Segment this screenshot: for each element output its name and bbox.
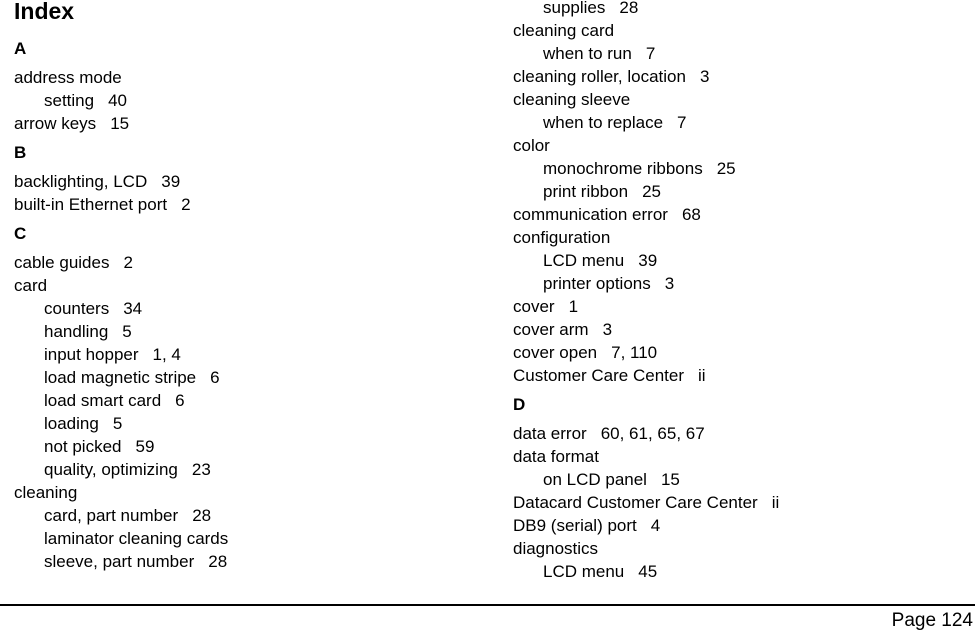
index-page-refs: 1, 4: [152, 345, 181, 364]
index-subentry: [14, 435, 484, 458]
index-page-refs: 23: [191, 460, 211, 479]
index-page-refs: 15: [110, 114, 130, 133]
index-subentry: [14, 366, 484, 389]
index-term: card, part number: [44, 506, 179, 525]
index-subentry: [513, 0, 973, 19]
index-page-refs: 5: [122, 322, 132, 341]
index-term: LCD menu: [543, 562, 625, 581]
index-page-refs: 40: [108, 91, 128, 110]
index-page-refs: 3: [664, 274, 675, 293]
index-page-refs: 39: [638, 251, 658, 270]
index-page-refs: 5: [112, 414, 123, 433]
index-term: handling: [44, 322, 109, 341]
index-page-refs: 28: [619, 0, 639, 17]
index-page-refs: 28: [208, 552, 228, 571]
index-term: loading: [44, 414, 99, 433]
index-page-refs: 15: [660, 470, 680, 489]
index-term: print ribbon: [543, 182, 629, 201]
index-column-right: [513, 0, 973, 583]
index-term: when to replace: [543, 113, 664, 132]
index-entry: [513, 491, 973, 514]
index-term: communication error: [513, 205, 668, 224]
index-page-refs: 59: [135, 437, 155, 456]
index-page-refs: 3: [699, 67, 710, 86]
index-entry: [513, 422, 973, 445]
index-subentry: [513, 249, 973, 272]
index-term: backlighting, LCD: [14, 172, 148, 191]
index-term: quality, optimizing: [44, 460, 178, 479]
index-page-refs: 34: [123, 299, 143, 318]
index-subentry: [14, 320, 484, 343]
index-page-refs: 6: [175, 391, 185, 410]
index-subentry: [14, 412, 484, 435]
index-letter-heading: A: [14, 39, 27, 58]
index-term: Datacard Customer Care Center: [513, 493, 758, 512]
index-page-refs: 60, 61, 65, 67: [600, 424, 705, 443]
index-entry: [513, 203, 973, 226]
index-entry: [14, 170, 484, 193]
index-page-refs: 3: [602, 320, 613, 339]
index-term: cleaning roller, location: [513, 67, 686, 86]
index-page-refs: 1: [568, 297, 579, 316]
index-term: counters: [44, 299, 110, 318]
index-term: supplies: [543, 0, 606, 17]
index-term: cable guides: [14, 253, 110, 272]
index-page-refs: ii: [771, 493, 780, 512]
index-term: data format: [513, 447, 599, 466]
index-term: diagnostics: [513, 539, 599, 558]
index-entry: [14, 193, 484, 216]
index-page-refs: 7: [677, 113, 687, 132]
index-letter-heading: B: [14, 143, 27, 162]
index-page-refs: 7, 110: [611, 343, 658, 362]
index-page-refs: 2: [123, 253, 133, 272]
index-letter-heading: D: [513, 395, 526, 414]
index-entry: [513, 445, 973, 468]
index-subentry: [14, 343, 484, 366]
index-term: built-in Ethernet port: [14, 195, 168, 214]
index-term: cleaning card: [513, 21, 615, 40]
index-letter-heading: C: [14, 224, 27, 243]
footer-rule: [0, 604, 975, 606]
index-entry: [14, 481, 484, 504]
index-term: setting: [44, 91, 95, 110]
page-number: Page 124: [891, 610, 973, 631]
index-page-refs: 68: [681, 205, 701, 224]
index-term: cleaning sleeve: [513, 90, 631, 109]
index-title: Index: [14, 0, 75, 24]
index-page-refs: 25: [716, 159, 736, 178]
index-term: not picked: [44, 437, 122, 456]
index-term: data error: [513, 424, 587, 443]
index-entry: [513, 65, 973, 88]
index-term: load magnetic stripe: [44, 368, 197, 387]
index-page-refs: 25: [642, 182, 661, 201]
index-page-refs: 28: [192, 506, 212, 525]
index-subentry: [513, 42, 973, 65]
index-term: address mode: [14, 68, 122, 87]
index-subentry: [513, 560, 973, 583]
index-subentry: [14, 550, 484, 573]
index-entry: [14, 66, 484, 89]
index-term: LCD menu: [543, 251, 625, 270]
index-term: DB9 (serial) port: [513, 516, 637, 535]
index-subentry: [14, 89, 484, 112]
index-term: laminator cleaning cards: [44, 529, 229, 548]
index-subentry: [14, 389, 484, 412]
index-entry: [513, 134, 973, 157]
index-entry: [513, 19, 973, 42]
index-term: cleaning: [14, 483, 78, 502]
index-entry: [513, 226, 973, 249]
index-entry: [513, 318, 973, 341]
index-subentry: [14, 527, 484, 550]
index-subentry: [513, 111, 973, 134]
index-term: arrow keys: [14, 114, 97, 133]
index-entry: [513, 364, 973, 387]
index-term: cover open: [513, 343, 598, 362]
index-term: configuration: [513, 228, 611, 247]
index-term: sleeve, part number: [44, 552, 195, 571]
index-term: when to run: [543, 44, 632, 63]
index-entry: [513, 88, 973, 111]
index-page-refs: 6: [210, 368, 220, 387]
index-entry: [14, 251, 484, 274]
index-term: load smart card: [44, 391, 162, 410]
index-subentry: [513, 468, 973, 491]
index-page-refs: ii: [698, 366, 706, 385]
index-column-left: [14, 0, 484, 573]
index-entry: [513, 341, 973, 364]
index-entry: [14, 274, 484, 297]
index-page-refs: 4: [650, 516, 661, 535]
index-term: cover arm: [513, 320, 589, 339]
index-entry: [513, 537, 973, 560]
index-entry: [14, 112, 484, 135]
index-page-refs: 7: [645, 44, 656, 63]
index-page-refs: 39: [161, 172, 181, 191]
index-term: card: [14, 276, 48, 295]
index-subentry: [14, 297, 484, 320]
index-term: input hopper: [44, 345, 139, 364]
index-term: on LCD panel: [543, 470, 647, 489]
index-term: cover: [513, 297, 555, 316]
index-term: printer options: [543, 274, 651, 293]
index-subentry: [513, 272, 973, 295]
index-page-refs: 2: [181, 195, 191, 214]
index-page-refs: 45: [638, 562, 658, 581]
index-term: Customer Care Center: [513, 366, 685, 385]
index-subentry: [14, 458, 484, 481]
index-subentry: [14, 504, 484, 527]
index-term: color: [513, 136, 550, 155]
index-entry: [513, 295, 973, 318]
index-subentry: [513, 157, 973, 180]
index-term: monochrome ribbons: [543, 159, 703, 178]
index-entry: [513, 514, 973, 537]
index-subentry: [513, 180, 973, 203]
